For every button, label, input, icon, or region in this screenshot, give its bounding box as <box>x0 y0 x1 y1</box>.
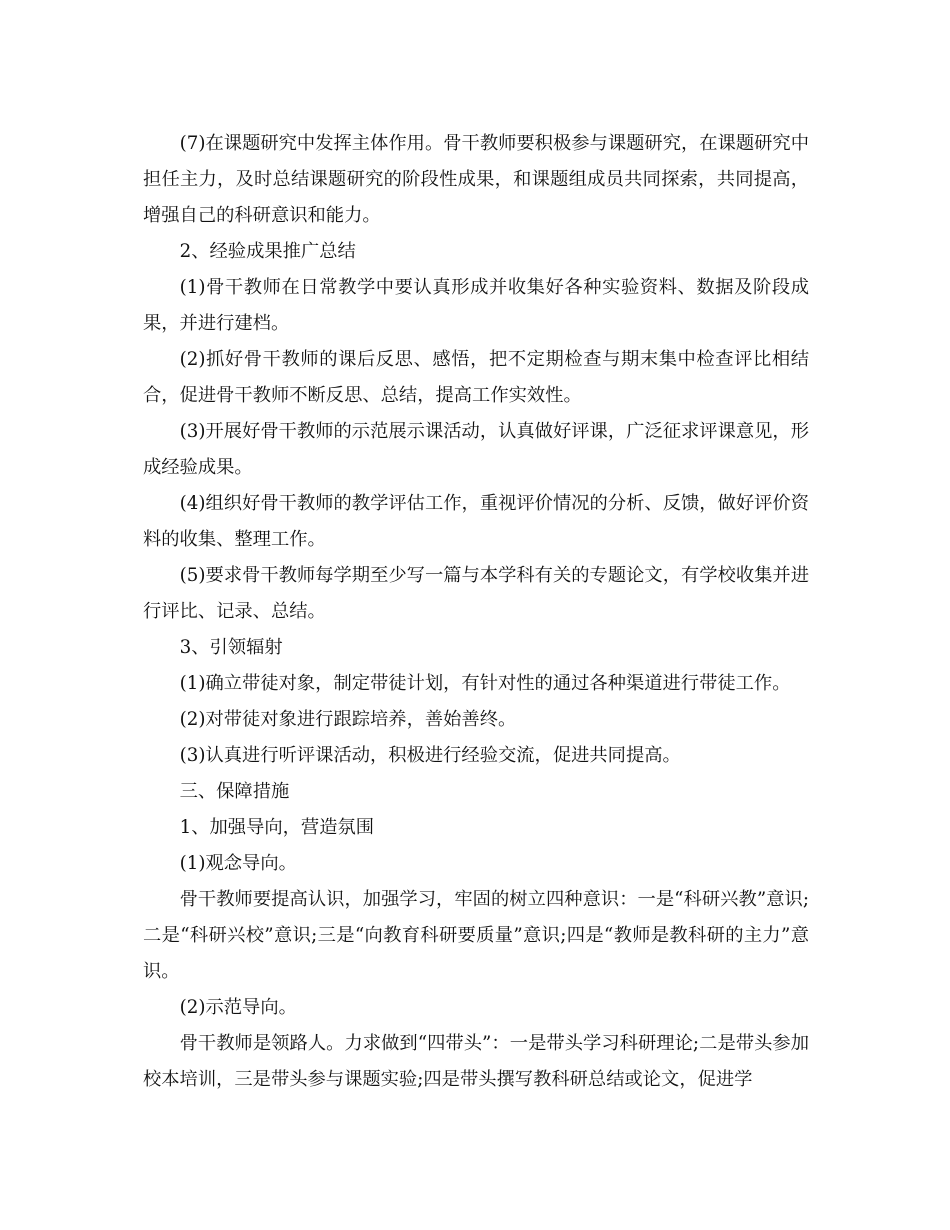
paragraph-item-2-model-guidance: (2)示范导向。 <box>179 997 297 1018</box>
paragraph-four-leads: 骨干教师是领路人。力求做到“四带头”：一是带头学习科研理论;二是带头参加校本培训，三是带头参与课题实验;四是带头撰写教科研总结或论文，促进学 <box>143 1033 809 1090</box>
section-heading-experience-summary: 2、经验成果推广总结 <box>179 241 356 262</box>
paragraph-item-5-thesis: (5)要求骨干教师每学期至少写一篇与本学科有关的专题论文，有学校收集并进行评比、记录、总结。 <box>143 565 809 622</box>
paragraph-item-7-research-role: (7)在课题研究中发挥主体作用。骨干教师要积极参与课题研究，在课题研究中担任主力，及时总结课题研究的阶段性成果，和课题组成员共同探索，共同提高，增强自己的科研意识和能力。 <box>143 133 809 226</box>
paragraph-item-3-demo-class: (3)开展好骨干教师的示范展示课活动，认真做好评课，广泛征求评课意见，形成经验成果。 <box>143 421 809 478</box>
paragraph-four-awareness: 骨干教师要提高认识，加强学习，牢固的树立四种意识：一是“科研兴教”意识;二是“科研兴校”意识;三是“向教育科研要质量”意识;四是“教师是教科研的主力”意识。 <box>143 889 809 982</box>
subsection-heading-guidance: 1、加强导向，营造氛围 <box>179 817 375 838</box>
paragraph-item-2-reflection: (2)抓好骨干教师的课后反思、感悟，把不定期检查与期末集中检查评比相结合，促进骨干教师不断反思、总结，提高工作实效性。 <box>143 349 809 406</box>
document-body <box>143 126 809 1098</box>
section-heading-safeguards: 三、保障措施 <box>179 781 290 802</box>
paragraph-item-1-archive: (1)骨干教师在日常教学中要认真形成并收集好各种实验资料、数据及阶段成果，并进行建档。 <box>143 277 809 334</box>
paragraph-item-1-apprentice-plan: (1)确立带徒对象，制定带徒计划，有针对性的通过各种渠道进行带徒工作。 <box>179 673 791 694</box>
paragraph-item-2-tracking: (2)对带徒对象进行跟踪培养，善始善终。 <box>179 709 517 730</box>
section-heading-leading-radiation: 3、引领辐射 <box>179 637 283 658</box>
paragraph-item-3-class-observation: (3)认真进行听评课活动，积极进行经验交流，促进共同提高。 <box>179 745 681 766</box>
paragraph-item-4-evaluation: (4)组织好骨干教师的教学评估工作，重视评价情况的分析、反馈，做好评价资料的收集、整理工作。 <box>143 493 809 550</box>
paragraph-item-1-concept-guidance: (1)观念导向。 <box>179 853 297 874</box>
